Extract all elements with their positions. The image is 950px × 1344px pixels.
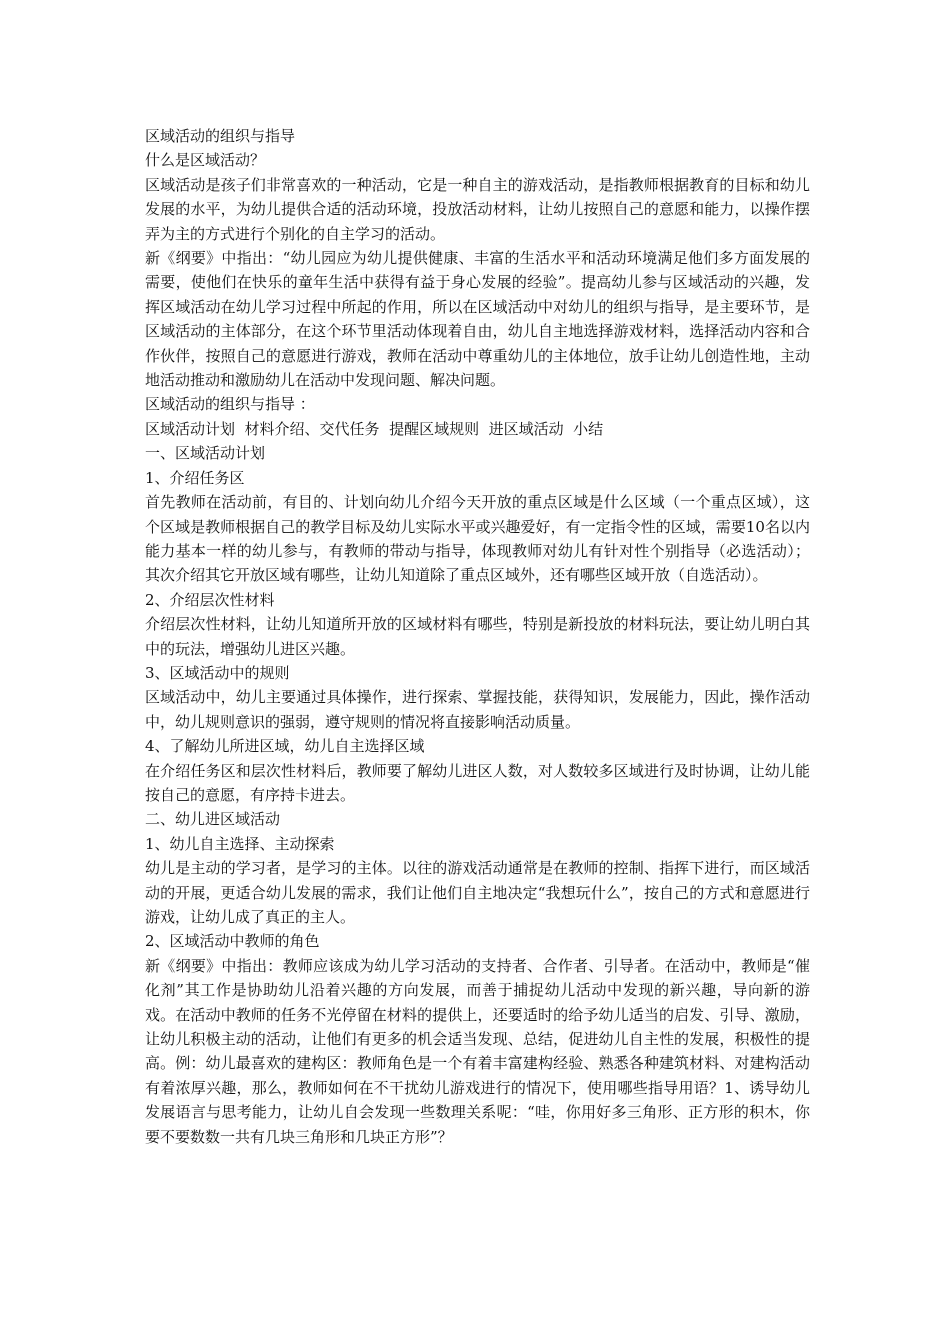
body-paragraph: 首先教师在活动前，有目的、计划向幼儿介绍今天开放的重点区域是什么区域（一个重点区域），这个区域是教师根据自己的教学目标及幼儿实际水平或兴趣爱好，有一定指令性的区域，需要10名以内能力基本一样的幼儿参与，有教师的带动与指导，体现教师对幼儿有针对性个别指导（必选活动）；其次介绍其它开放区域有哪些，让幼儿知道除了重点区域外，还有哪些区域开放（自选活动）。: [145, 493, 810, 585]
body-paragraph: 幼儿是主动的学习者，是学习的主体。以往的游戏活动通常是在教师的控制、指挥下进行，而区域活动的开展，更适合幼儿发展的需求，我们让他们自主地决定“我想玩什么”，按自己的方式和意愿进行游戏，让幼儿成了真正的主人。: [145, 859, 810, 926]
subsection-heading: 2、介绍层次性材料: [145, 590, 275, 609]
body-paragraph: 区域活动中，幼儿主要通过具体操作，进行探索、掌握技能，获得知识，发展能力，因此，操作活动中，幼儿规则意识的强弱，遵守规则的情况将直接影响活动质量。: [145, 688, 810, 731]
process-steps-line: 区域活动计划 材料介绍、交代任务 提醒区域规则 进区域活动 小结: [145, 419, 604, 438]
subsection-heading: 3、区域活动中的规则: [145, 663, 290, 682]
subsection-heading: 1、介绍任务区: [145, 468, 245, 487]
section-heading: 二、幼儿进区域活动: [145, 810, 281, 829]
body-paragraph: 新《纲要》中指出：教师应该成为幼儿学习活动的支持者、合作者、引导者。在活动中，教师是“催化剂”其工作是协助幼儿沿着兴趣的方向发展，而善于捕捉幼儿活动中发现的新兴趣，导向新的游戏。在活动中教师的任务不光停留在材料的提供上，还要适时的给予幼儿适当的启发、引导、激励，让幼儿积极主动的活动，让他们有更多的机会适当发现、总结，促进幼儿自主性的发展，积极性的提高。例：幼儿最喜欢的建构区：教师角色是一个有着丰富建构经验、熟悉各种建筑材料、对建构活动有着浓厚兴趣，那么，教师如何在不干扰幼儿游戏进行的情况下，使用哪些指导用语？1、诱导幼儿发展语言与思考能力，让幼儿自会发现一些数理关系呢：“哇，你用好多三角形、正方形的积木，你要不要数数一共有几块三角形和几块正方形”？: [145, 956, 810, 1146]
document-page: [145, 124, 810, 1149]
subsection-heading: 2、区域活动中教师的角色: [145, 932, 320, 951]
subsection-heading: 4、了解幼儿所进区域，幼儿自主选择区域: [145, 737, 425, 756]
body-paragraph: 介绍层次性材料，让幼儿知道所开放的区域材料有哪些，特别是新投放的材料玩法，要让幼儿明白其中的玩法，增强幼儿进区兴趣。: [145, 615, 810, 658]
section-heading: 区域活动的组织与指导 ：: [145, 395, 315, 414]
heading-what-is-area-activity: 什么是区域活动？: [145, 151, 266, 170]
section-heading: 一、区域活动计划: [145, 444, 266, 463]
subsection-heading: 1、幼儿自主选择、主动探索: [145, 834, 335, 853]
body-paragraph: 新《纲要》中指出：“幼儿园应为幼儿提供健康、丰富的生活水平和活动环境满足他们多方面发展的需要，使他们在快乐的童年生活中获得有益于身心发展的经验”。提高幼儿参与区域活动的兴趣，发挥区域活动在幼儿学习过程中所起的作用，所以在区域活动中对幼儿的组织与指导，是主要环节，是区域活动的主体部分，在这个环节里活动体现着自由，幼儿自主地选择游戏材料，选择活动内容和合作伙伴，按照自己的意愿进行游戏，教师在活动中尊重幼儿的主体地位，放手让幼儿创造性地，主动地活动推动和激励幼儿在活动中发现问题、解决问题。: [145, 249, 810, 390]
body-paragraph: 区域活动是孩子们非常喜欢的一种活动，它是一种自主的游戏活动，是指教师根据教育的目标和幼儿发展的水平，为幼儿提供合适的活动环境，投放活动材料，让幼儿按照自己的意愿和能力，以操作摆弄为主的方式进行个别化的自主学习的活动。: [145, 175, 810, 243]
document-title: 区域活动的组织与指导: [145, 127, 296, 145]
body-paragraph: 在介绍任务区和层次性材料后，教师要了解幼儿进区人数，对人数较多区域进行及时协调，让幼儿能按自己的意愿，有序持卡进去。: [145, 761, 810, 804]
